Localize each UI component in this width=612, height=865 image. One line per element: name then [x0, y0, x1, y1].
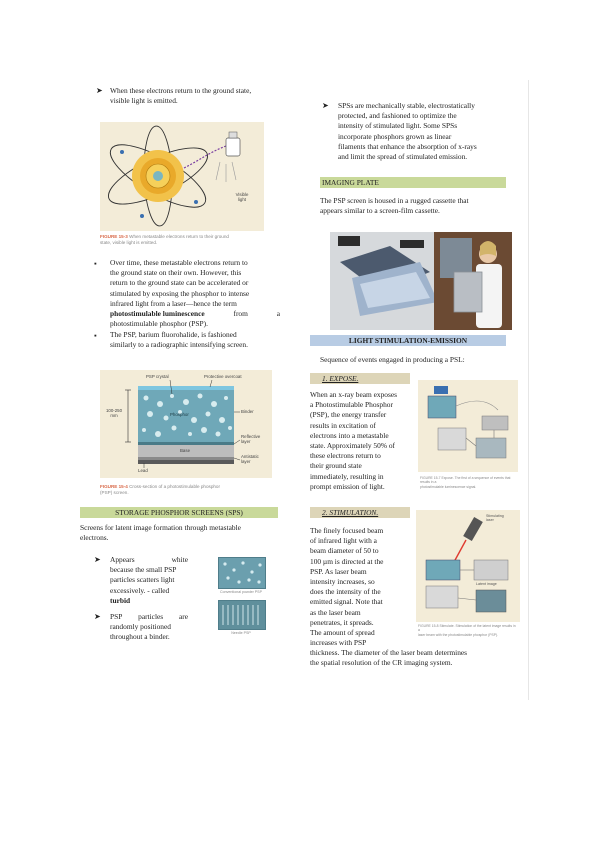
text-line: and limit the spread of stimulated emission. [338, 152, 468, 162]
text-word: Appears [110, 555, 135, 564]
text-line: Screens for latent image formation through metastable [80, 523, 241, 532]
text-line [110, 555, 188, 565]
text-line: similarly to a radiographic intensifying screen. [110, 340, 248, 350]
text-line: The amount of spread [310, 628, 375, 638]
text-word: a [276, 309, 280, 319]
caption-text: When metastable electrons return to their ground [129, 234, 229, 239]
expose-diagram [418, 380, 518, 472]
antistatic-layer-label [241, 454, 259, 464]
label-line: Reflective [241, 434, 261, 439]
text-line [110, 309, 280, 319]
text-line: The PSP, barium fluorohalide, is fashioned [110, 330, 237, 339]
text-line: the ground state on their own. However, this [110, 268, 242, 278]
caption-label: FIGURE 15-3 [100, 234, 128, 239]
text-line: does the intensity of the [310, 587, 381, 597]
text-line: PSP. As laser beam [310, 566, 367, 576]
figure-stimulation-caption [418, 624, 518, 637]
text-line: infrared light from a laser—hence the term [110, 298, 237, 308]
text-line: beam diameter of 50 to [310, 546, 379, 556]
protective-overcoat-label: Protective overcoat [204, 374, 242, 379]
text-line: these electrons return to [310, 451, 381, 461]
figure-psp-cross-section [100, 370, 272, 478]
caption-text: FIGURE 15-7 Expose. The first of a sequence of events that results in a [420, 476, 511, 485]
cassette-illustration [330, 232, 512, 330]
bullet-dot-icon: ▪ [94, 259, 97, 268]
lse-intro: Sequence of events engaged in producing a PSL: [320, 355, 465, 364]
text-line: The PSP screen is housed in a rugged cassette that [320, 196, 469, 205]
needle-psp-thumbnail [218, 600, 266, 630]
arrow-bullet-icon: ➤ [94, 555, 101, 564]
text-line: randomly positioned [110, 622, 171, 632]
text-word: particles [138, 612, 164, 621]
needle-particles [219, 601, 265, 629]
text-line: SPSs are mechanically stable, electrostatically [338, 101, 475, 110]
text-word: are [178, 612, 188, 621]
text-line: When these electrons return to the ground state, [110, 86, 252, 95]
text-line: a Photostimulable Phosphor [310, 400, 393, 410]
label-line: 100-250 [105, 408, 123, 413]
text-line: incorporate phosphors grown as linear [338, 131, 452, 141]
text-line: thickness. The diameter of the laser beam determines [310, 648, 468, 657]
powder-particles [219, 558, 265, 588]
stimulation-tail [310, 648, 520, 668]
text-line: emitted signal. Note that [310, 597, 383, 607]
label-line: layer [241, 439, 251, 444]
sps-section-header: STORAGE PHOSPHOR SCREENS (SPS) [80, 507, 278, 518]
arrow-bullet-icon: ➤ [322, 101, 329, 110]
text-line: as the laser beam [310, 607, 361, 617]
text-line: throughout a binder. [110, 632, 170, 642]
text-line: particles scatters light [110, 575, 175, 585]
imaging-plate-text [320, 196, 510, 216]
expose-text [310, 390, 414, 492]
light-stimulation-header: LIGHT STIMULATION-EMISSION [310, 335, 506, 346]
sps-bullet-binder [110, 612, 188, 643]
needle-psp-label: Needle PSP [231, 631, 251, 635]
latent-image-label: Latent image [476, 582, 497, 586]
text-line: return to the ground state can be accelerated or [110, 278, 249, 288]
label-line: Visible [235, 192, 249, 197]
caption-text: laser beam with the photostimulable phosphor (PSP). [418, 632, 499, 637]
phosphor-label: Phosphor [170, 412, 189, 417]
text-line: visible light is emitted. [110, 96, 178, 106]
imaging-plate-photo [330, 232, 512, 330]
text-line: electrons into a metastable [310, 430, 389, 440]
sps-intro [80, 523, 280, 543]
arrow-bullet-icon: ➤ [96, 86, 103, 95]
text-line: excessively. - called [110, 585, 170, 595]
stimulation-diagram [416, 510, 520, 622]
thickness-label [102, 408, 126, 418]
sps-stable-bullet [338, 101, 506, 162]
imaging-plate-header: IMAGING PLATE [320, 177, 506, 188]
text-line: protected, and fashioned to optimize the [338, 111, 457, 121]
powder-psp-thumbnail [218, 557, 266, 589]
figure-metastable-atom [100, 122, 264, 231]
binder-label: Binder [241, 409, 254, 414]
reflective-layer-label [241, 434, 260, 444]
figure-expose-diagram [418, 380, 518, 472]
text-line: filaments that enhance the absorption of x-rays [338, 141, 477, 151]
text-line: electrons. [80, 533, 109, 543]
psp-crystal-label: PSP crystal [146, 374, 169, 379]
text-line: intensity increases, so [310, 577, 375, 587]
text-line: The finely focused beam [310, 526, 384, 535]
text-line: (PSP), the energy transfer [310, 410, 387, 420]
bullet-barium [110, 330, 282, 350]
figure-15-4-caption [100, 484, 276, 496]
text-line: Over time, these metastable electrons return to [110, 258, 248, 267]
figure-15-3-caption [100, 234, 270, 246]
figure-expose-caption [420, 476, 516, 489]
label-line: layer [241, 459, 251, 464]
text-line: penetrates, it spreads. [310, 617, 374, 627]
lead-label: Lead [138, 468, 148, 473]
caption-text: photostimulable luminescence signal. [420, 484, 477, 489]
powder-psp-label: Conventional powder PSP [220, 590, 262, 594]
text-line: state. Approximately 50% of [310, 441, 395, 451]
text-line: because the small PSP [110, 565, 177, 575]
text-line: 100 µm is directed at the [310, 556, 384, 566]
caption-label: FIGURE 15-4 [100, 484, 128, 489]
label-line: light [237, 197, 247, 202]
caption-text: (PSP) screen. [100, 490, 129, 495]
arrow-bullet-icon: ➤ [94, 612, 101, 621]
caption-text: FIGURE 15-8 Stimulate. Stimulation of the latent image results in a [418, 624, 516, 633]
text-line: prompt emission of light. [310, 481, 385, 491]
label-line: laser [486, 518, 494, 522]
text-line: When an x-ray beam exposes [310, 390, 398, 399]
figure-stimulation-diagram [416, 510, 520, 622]
text-word: from [233, 309, 248, 319]
label-line: Stimulating [486, 514, 504, 518]
expose-header: 1. EXPOSE. [310, 373, 410, 384]
text-word: white [171, 555, 188, 564]
stimulating-laser-label [486, 514, 504, 522]
stimulation-header: 2. STIMULATION. [310, 507, 410, 518]
intro-bullet [110, 86, 290, 106]
text-word: PSP [110, 612, 123, 621]
text-line: immediately, resulting in [310, 471, 384, 481]
text-line: increases with PSP [310, 638, 367, 648]
text-line: their ground state [310, 461, 362, 471]
sps-bullet-turbid [110, 555, 188, 606]
text-line: photostimulable phosphor (PSP). [110, 319, 208, 329]
visible-light-label [228, 192, 256, 202]
base-label: Base [180, 448, 191, 453]
atom-illustration [100, 122, 264, 231]
bullet-dot-icon: ▪ [94, 331, 97, 340]
label-line: mm [110, 413, 118, 418]
label-line: Antistatic [241, 454, 259, 459]
text-line: appears similar to a screen-film cassette. [320, 206, 440, 216]
text-line: results in excitation of [310, 420, 376, 430]
caption-text: Cross-section of a photostimulable phosphor [129, 484, 221, 489]
text-line: intensity of stimulated light. Some SPSs [338, 121, 458, 131]
bullet-metastable [110, 258, 280, 329]
text-line [110, 612, 188, 622]
turbid-term: turbid [110, 595, 131, 605]
stimulation-text [310, 526, 412, 648]
caption-text: state, visible light is emitted. [100, 240, 158, 245]
text-line: the spatial resolution of the CR imaging system. [310, 658, 453, 668]
psl-term: photostimulable luminescence [110, 309, 205, 319]
page-edge-divider [528, 80, 529, 700]
text-line: of infrared light with a [310, 536, 377, 546]
text-line: stimulated by exposing the phosphor to intense [110, 288, 250, 298]
